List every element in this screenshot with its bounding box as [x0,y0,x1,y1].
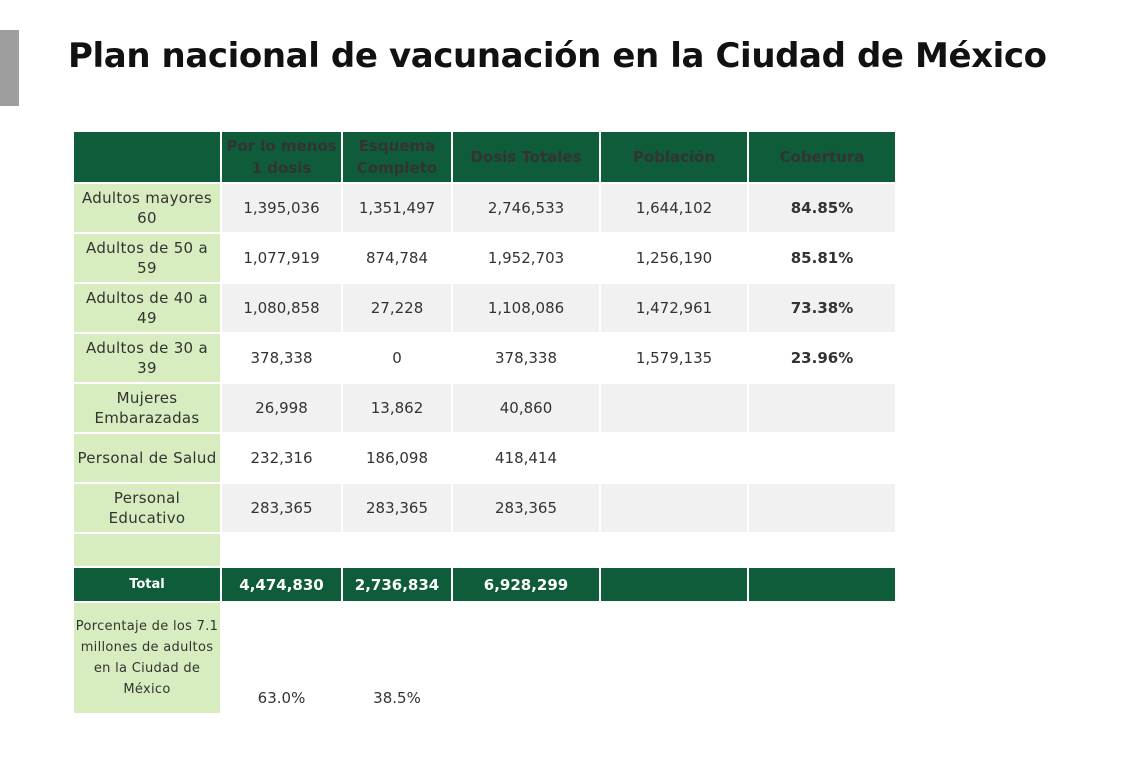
cell-totales: 378,338 [453,334,599,382]
cell-totales: 40,860 [453,384,599,432]
cell-totales: 2,746,533 [453,184,599,232]
table-row [74,384,895,432]
cell-totales: 1,952,703 [453,234,599,282]
row-label: Adultos de 50 a 59 [74,234,220,282]
header-corner [74,132,220,182]
cell-cobertura [749,484,895,532]
row-label-empty [74,534,220,566]
row-label: Adultos de 40 a 49 [74,284,220,332]
row-label: Adultos de 30 a 39 [74,334,220,382]
cell-empty [453,534,599,566]
total-completo: 2,736,834 [343,568,451,601]
table-row [74,234,895,282]
row-label: Personal de Salud [74,434,220,482]
cell-cobertura [749,384,895,432]
cell-cobertura: 84.85% [749,184,895,232]
cell-cobertura: 85.81% [749,234,895,282]
cell-primera: 1,395,036 [222,184,341,232]
total-poblacion [601,568,747,601]
header-cobertura: Cobertura [749,132,895,182]
header-primera-dosis: Por lo menos 1 dosis [222,132,341,182]
cell-poblacion: 1,472,961 [601,284,747,332]
table-row [74,434,895,482]
cell-completo: 283,365 [343,484,451,532]
cell-totales: 1,108,086 [453,284,599,332]
percentage-primera: 63.0% [222,603,341,713]
row-label: Adultos mayores 60 [74,184,220,232]
cell-primera: 1,077,919 [222,234,341,282]
cell-completo: 186,098 [343,434,451,482]
cell-totales: 418,414 [453,434,599,482]
header-dosis-totales: Dosis Totales [453,132,599,182]
total-totales: 6,928,299 [453,568,599,601]
cell-poblacion: 1,644,102 [601,184,747,232]
table-row-empty [74,534,895,566]
cell-primera: 232,316 [222,434,341,482]
percentage-label: Porcentaje de los 7.1 millones de adultos en la Ciudad de México [74,603,220,713]
cell-cobertura [749,434,895,482]
cell-cobertura: 73.38% [749,284,895,332]
cell-completo: 0 [343,334,451,382]
cell-empty [601,603,747,713]
cell-primera: 283,365 [222,484,341,532]
row-label: Personal Educativo [74,484,220,532]
table-row [74,184,895,232]
cell-empty [749,534,895,566]
table-header-row [74,132,895,182]
cell-empty [749,603,895,713]
cell-primera: 26,998 [222,384,341,432]
cell-poblacion [601,484,747,532]
cell-empty [601,534,747,566]
total-label: Total [74,568,220,601]
cell-completo: 27,228 [343,284,451,332]
cell-cobertura: 23.96% [749,334,895,382]
cell-empty [453,603,599,713]
total-primera: 4,474,830 [222,568,341,601]
table-row [74,284,895,332]
row-label: Mujeres Embarazadas [74,384,220,432]
cell-primera: 378,338 [222,334,341,382]
cell-empty [222,534,341,566]
cell-completo: 874,784 [343,234,451,282]
table-row [74,484,895,532]
percentage-completo: 38.5% [343,603,451,713]
cell-primera: 1,080,858 [222,284,341,332]
percentage-row [74,603,895,713]
cell-totales: 283,365 [453,484,599,532]
cell-completo: 1,351,497 [343,184,451,232]
cell-completo: 13,862 [343,384,451,432]
vaccination-table [72,130,897,715]
cell-poblacion [601,384,747,432]
cell-poblacion: 1,256,190 [601,234,747,282]
table-row [74,334,895,382]
cell-poblacion [601,434,747,482]
cell-empty [343,534,451,566]
total-cobertura [749,568,895,601]
cell-poblacion: 1,579,135 [601,334,747,382]
header-esquema-completo: Esquema Completo [343,132,451,182]
total-row [74,568,895,601]
side-accent-bar [0,30,19,106]
header-poblacion: Población [601,132,747,182]
page-title: Plan nacional de vacunación en la Ciudad de México [68,36,1047,76]
